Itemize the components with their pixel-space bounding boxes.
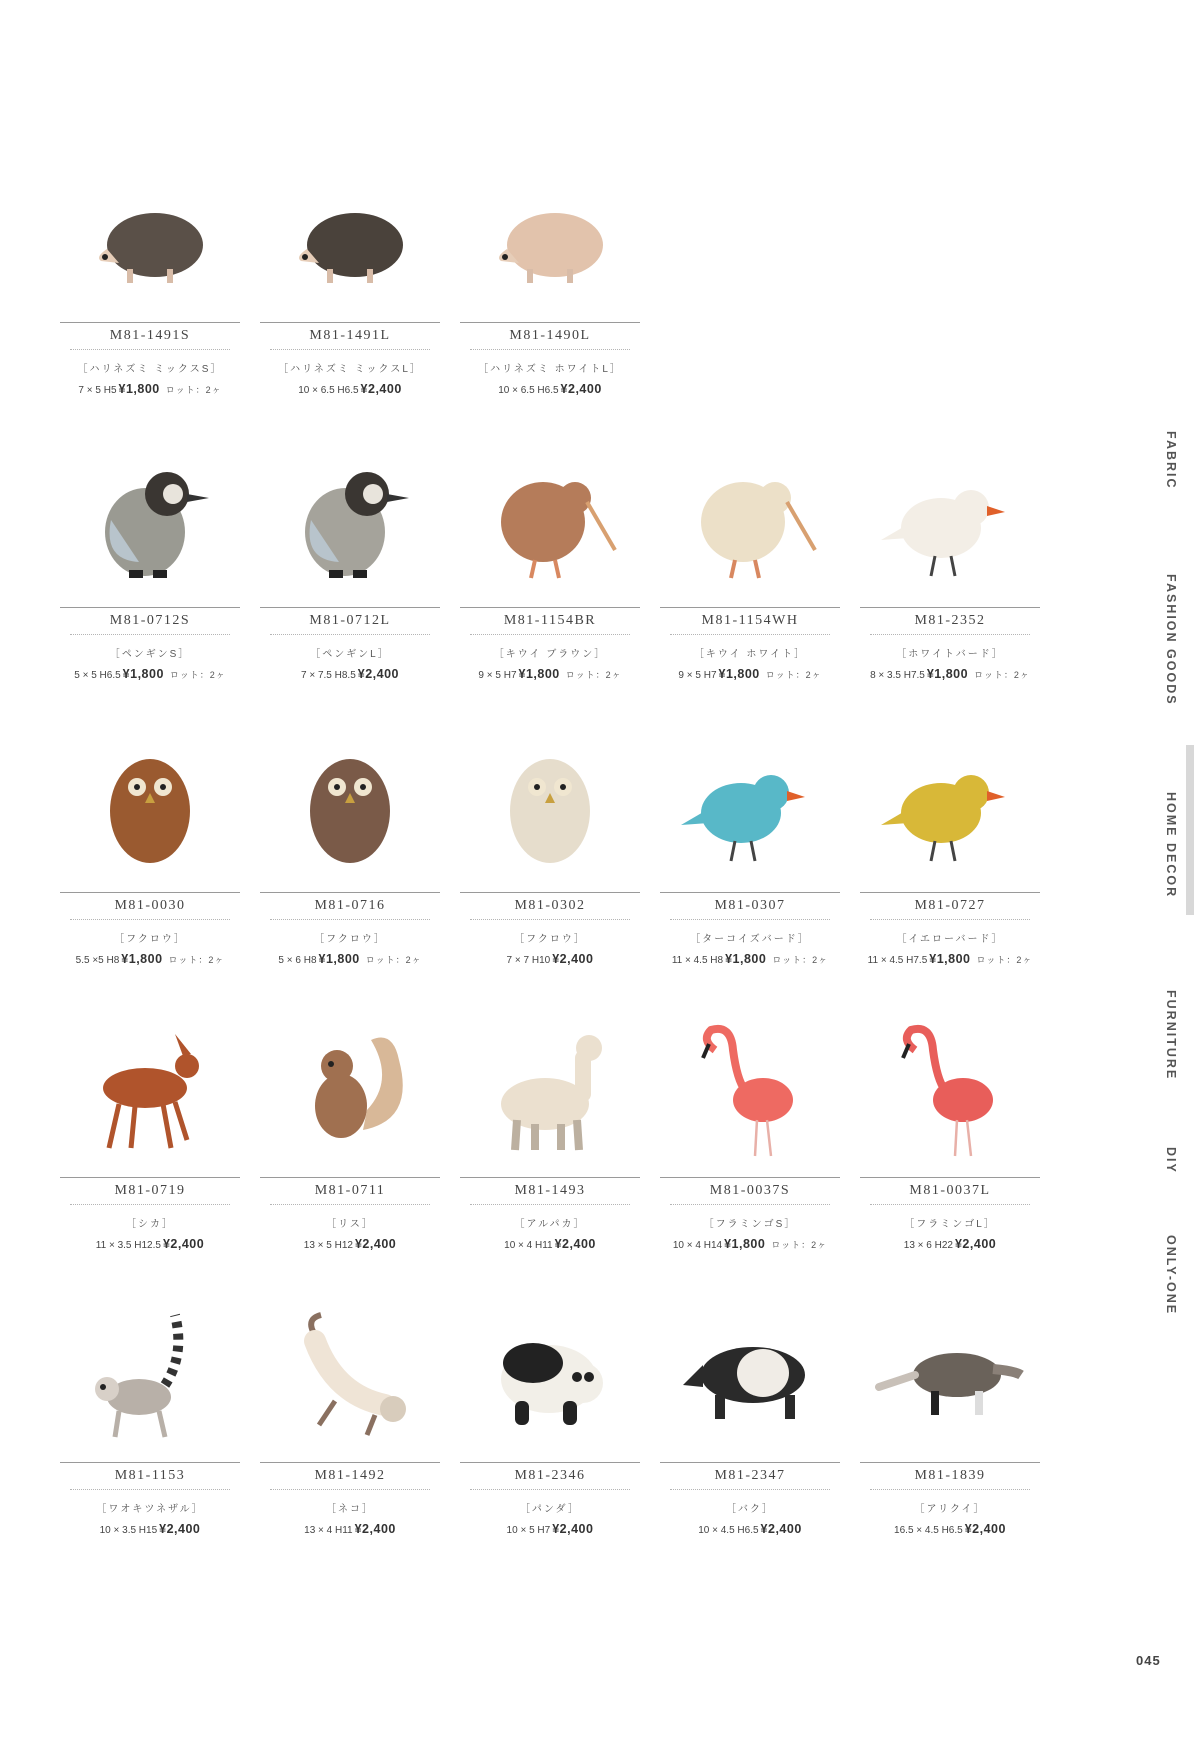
- product-code: M81-0037S: [660, 1177, 840, 1205]
- product-size: 9 × 5 H7: [678, 670, 717, 681]
- product-code: M81-0302: [460, 892, 640, 920]
- product-photo: [470, 1015, 630, 1165]
- product-price: ¥2,400: [964, 1522, 1006, 1536]
- nav-item-home-decor[interactable]: HOME DECOR: [1156, 775, 1186, 915]
- product-name: ［アルパカ］: [514, 1219, 586, 1230]
- category-side-nav: [1148, 400, 1198, 1360]
- product-name: ［パンダ］: [519, 1504, 581, 1515]
- product-card[interactable]: [40, 730, 260, 1030]
- product-code: M81-1491S: [60, 322, 240, 350]
- product-size: 10 × 4 H14: [672, 1240, 723, 1251]
- product-lot: ロット：2ヶ: [165, 385, 222, 395]
- product-size: 13 × 4 H11: [304, 1525, 353, 1536]
- product-card[interactable]: [640, 1015, 860, 1315]
- cat-icon: [275, 1305, 425, 1445]
- product-photo: [270, 445, 430, 595]
- product-photo: [870, 1300, 1030, 1450]
- product-name: ［フクロウ］: [114, 934, 186, 945]
- product-photo: [670, 730, 830, 880]
- product-card[interactable]: [40, 1300, 260, 1600]
- hedgehog-icon: [475, 165, 625, 305]
- product-card[interactable]: [40, 160, 260, 460]
- product-code: M81-2346: [460, 1462, 640, 1490]
- product-code: M81-0719: [60, 1177, 240, 1205]
- product-price: ¥1,800: [926, 667, 969, 681]
- product-photo: [270, 1015, 430, 1165]
- product-code: M81-1154WH: [660, 607, 840, 635]
- product-card[interactable]: [640, 730, 860, 1030]
- product-code: M81-2347: [660, 1462, 840, 1490]
- product-photo: [670, 445, 830, 595]
- product-size: 10 × 6.5 H6.5: [298, 385, 359, 396]
- flamingo-icon: [875, 1020, 1025, 1160]
- product-card[interactable]: [40, 1015, 260, 1315]
- product-card[interactable]: [640, 1300, 860, 1600]
- bird-icon: [875, 450, 1025, 590]
- product-photo: [670, 1300, 830, 1450]
- product-size: 11 × 4.5 H8: [671, 955, 724, 966]
- nav-item-fabric[interactable]: FABRIC: [1164, 430, 1178, 490]
- product-card[interactable]: [240, 445, 460, 745]
- nav-item-only-one[interactable]: ONLY-ONE: [1164, 1234, 1178, 1316]
- product-size: 10 × 4 H11: [504, 1240, 553, 1251]
- product-code: M81-1492: [260, 1462, 440, 1490]
- product-price: ¥1,800: [718, 667, 760, 681]
- product-size: 10 × 3.5 H15: [99, 1525, 158, 1536]
- product-price: ¥2,400: [954, 1237, 997, 1251]
- product-card[interactable]: [240, 1300, 460, 1600]
- product-spec: [830, 952, 1070, 966]
- product-lot: ロット：2ヶ: [565, 670, 622, 680]
- product-card[interactable]: [240, 1015, 460, 1315]
- product-size: 5 × 6 H8: [278, 955, 317, 966]
- product-lot: ロット：2ヶ: [771, 1240, 828, 1250]
- product-name: ［ペンギンL］: [310, 649, 390, 660]
- product-size: 8 × 3.5 H7.5: [870, 670, 925, 681]
- product-price: ¥1,800: [929, 952, 971, 966]
- product-code: M81-0037L: [860, 1177, 1040, 1205]
- product-price: ¥1,800: [121, 952, 163, 966]
- product-price: ¥1,800: [518, 667, 560, 681]
- product-size: 11 × 3.5 H12.5: [95, 1240, 161, 1251]
- product-photo: [870, 730, 1030, 880]
- product-name: ［キウイ ホワイト］: [693, 649, 807, 660]
- product-size: 5.5 ×5 H8: [75, 955, 120, 966]
- product-price: ¥2,400: [554, 1237, 596, 1251]
- owl-icon: [475, 735, 625, 875]
- product-price: ¥2,400: [560, 382, 602, 396]
- product-lot: ロット：2ヶ: [365, 955, 422, 965]
- product-size: 5 × 5 H6.5: [74, 670, 121, 681]
- product-row: [40, 160, 1140, 460]
- product-price: ¥1,800: [724, 1237, 766, 1251]
- product-code: M81-0711: [260, 1177, 440, 1205]
- product-photo: [470, 1300, 630, 1450]
- product-spec: [830, 667, 1070, 681]
- nav-item-fashion-goods[interactable]: FASHION GOODS: [1164, 574, 1178, 706]
- penguin-icon: [75, 450, 225, 590]
- product-size: 13 × 5 H12: [303, 1240, 353, 1251]
- kiwi-icon: [475, 450, 625, 590]
- product-size: 9 × 5 H7: [478, 670, 517, 681]
- product-name: ［ハリネズミ ミックスL］: [278, 364, 422, 375]
- product-price: ¥2,400: [357, 667, 399, 681]
- product-code: M81-0716: [260, 892, 440, 920]
- product-name: ［ハリネズミ ミックスS］: [77, 364, 223, 375]
- product-name: ［ペンギンS］: [109, 649, 191, 660]
- bird-icon: [875, 735, 1025, 875]
- product-price: ¥2,400: [360, 382, 402, 396]
- product-spec: [830, 1522, 1070, 1536]
- product-card[interactable]: [840, 1300, 1060, 1600]
- product-code: M81-1153: [60, 1462, 240, 1490]
- product-size: 10 × 5 H7: [506, 1525, 551, 1536]
- flamingo-icon: [675, 1020, 825, 1160]
- hedgehog-icon: [275, 165, 425, 305]
- alpaca-icon: [475, 1020, 625, 1160]
- product-price: ¥1,800: [122, 667, 164, 681]
- product-lot: ロット：2ヶ: [772, 955, 829, 965]
- product-size: 7 × 5 H5: [78, 385, 117, 396]
- product-name: ［ネコ］: [326, 1504, 374, 1515]
- product-code: M81-0712L: [260, 607, 440, 635]
- product-card[interactable]: [840, 445, 1060, 745]
- product-card[interactable]: [840, 1015, 1060, 1315]
- hedgehog-icon: [75, 165, 225, 305]
- product-price: ¥1,800: [318, 952, 360, 966]
- product-name: ［イエローバード］: [896, 934, 1004, 945]
- product-name: ［フラミンゴL］: [904, 1219, 996, 1230]
- panda-icon: [475, 1305, 625, 1445]
- product-name: ［ホワイトバード］: [896, 649, 1004, 660]
- product-photo: [270, 1300, 430, 1450]
- product-lot: ロット：2ヶ: [168, 955, 225, 965]
- product-row: [40, 1300, 1140, 1600]
- product-name: ［フクロウ］: [314, 934, 386, 945]
- product-card[interactable]: [440, 1300, 660, 1600]
- product-code: M81-1490L: [460, 322, 640, 350]
- product-price: ¥2,400: [552, 952, 594, 966]
- product-price: ¥2,400: [760, 1522, 802, 1536]
- product-card[interactable]: [440, 1015, 660, 1315]
- product-lot: ロット：2ヶ: [974, 670, 1030, 680]
- product-photo: [70, 1015, 230, 1165]
- product-size: 7 × 7 H10: [506, 955, 551, 966]
- product-price: ¥2,400: [552, 1522, 594, 1536]
- product-price: ¥1,800: [725, 952, 767, 966]
- product-code: M81-0030: [60, 892, 240, 920]
- product-name: ［バク］: [726, 1504, 774, 1515]
- product-photo: [270, 160, 430, 310]
- tapir-icon: [675, 1305, 825, 1445]
- product-lot: ロット：2ヶ: [169, 670, 226, 680]
- product-size: 10 × 4.5 H6.5: [698, 1525, 759, 1536]
- product-photo: [870, 445, 1030, 595]
- product-card[interactable]: [440, 160, 660, 460]
- product-code: M81-2352: [860, 607, 1040, 635]
- product-lot: ロット：2ヶ: [765, 670, 822, 680]
- product-photo: [470, 160, 630, 310]
- product-card[interactable]: [840, 730, 1060, 1030]
- product-code: M81-1154BR: [460, 607, 640, 635]
- product-code: M81-1493: [460, 1177, 640, 1205]
- product-name: ［フクロウ］: [514, 934, 586, 945]
- product-size: 10 × 6.5 H6.5: [498, 385, 559, 396]
- penguin-icon: [275, 450, 425, 590]
- deer-icon: [75, 1020, 225, 1160]
- product-card[interactable]: [40, 445, 260, 745]
- product-card[interactable]: [440, 445, 660, 745]
- product-size: 16.5 × 4.5 H6.5: [894, 1525, 963, 1536]
- owl-icon: [75, 735, 225, 875]
- product-price: ¥2,400: [162, 1237, 205, 1251]
- product-lot: ロット：2ヶ: [976, 955, 1033, 965]
- product-code: M81-0727: [860, 892, 1040, 920]
- product-code: M81-0712S: [60, 607, 240, 635]
- squirrel-icon: [275, 1020, 425, 1160]
- bird-icon: [675, 735, 825, 875]
- product-photo: [470, 445, 630, 595]
- product-code: M81-0307: [660, 892, 840, 920]
- product-name: ［キウイ ブラウン］: [493, 649, 607, 660]
- product-size: 7 × 7.5 H8.5: [301, 670, 356, 681]
- product-name: ［リス］: [326, 1219, 374, 1230]
- owl-icon: [275, 735, 425, 875]
- product-photo: [70, 160, 230, 310]
- product-price: ¥2,400: [354, 1237, 397, 1251]
- product-photo: [70, 1300, 230, 1450]
- product-card[interactable]: [240, 160, 460, 460]
- nav-item-diy[interactable]: DIY: [1164, 1146, 1178, 1174]
- product-row: [40, 730, 1140, 1030]
- product-spec: [830, 1237, 1070, 1251]
- page-number: 045: [1136, 1653, 1161, 1668]
- product-name: ［シカ］: [126, 1219, 174, 1230]
- kiwi-icon: [675, 450, 825, 590]
- anteater-icon: [875, 1305, 1025, 1445]
- product-photo: [70, 730, 230, 880]
- product-size: 11 × 4.5 H7.5: [867, 955, 928, 966]
- product-code: M81-1491L: [260, 322, 440, 350]
- product-row: [40, 1015, 1140, 1315]
- product-name: ［アリクイ］: [914, 1504, 986, 1515]
- product-price: ¥2,400: [354, 1522, 396, 1536]
- product-size: 13 × 6 H22: [903, 1240, 953, 1251]
- product-code: M81-1839: [860, 1462, 1040, 1490]
- product-name: ［ターコイズバード］: [690, 934, 810, 945]
- product-spec: [430, 382, 670, 396]
- product-price: ¥2,400: [159, 1522, 201, 1536]
- product-photo: [270, 730, 430, 880]
- product-name: ［フラミンゴS］: [703, 1219, 797, 1230]
- product-price: ¥1,800: [118, 382, 160, 396]
- product-card[interactable]: [640, 445, 860, 745]
- product-photo: [670, 1015, 830, 1165]
- lemur-icon: [75, 1305, 225, 1445]
- product-photo: [870, 1015, 1030, 1165]
- product-name: ［ワオキツネザル］: [96, 1504, 204, 1515]
- product-row: [40, 445, 1140, 745]
- product-card[interactable]: [240, 730, 460, 1030]
- product-photo: [70, 445, 230, 595]
- product-photo: [470, 730, 630, 880]
- nav-item-furniture[interactable]: FURNITURE: [1164, 989, 1178, 1081]
- product-card[interactable]: [440, 730, 660, 1030]
- product-name: ［ハリネズミ ホワイトL］: [478, 364, 622, 375]
